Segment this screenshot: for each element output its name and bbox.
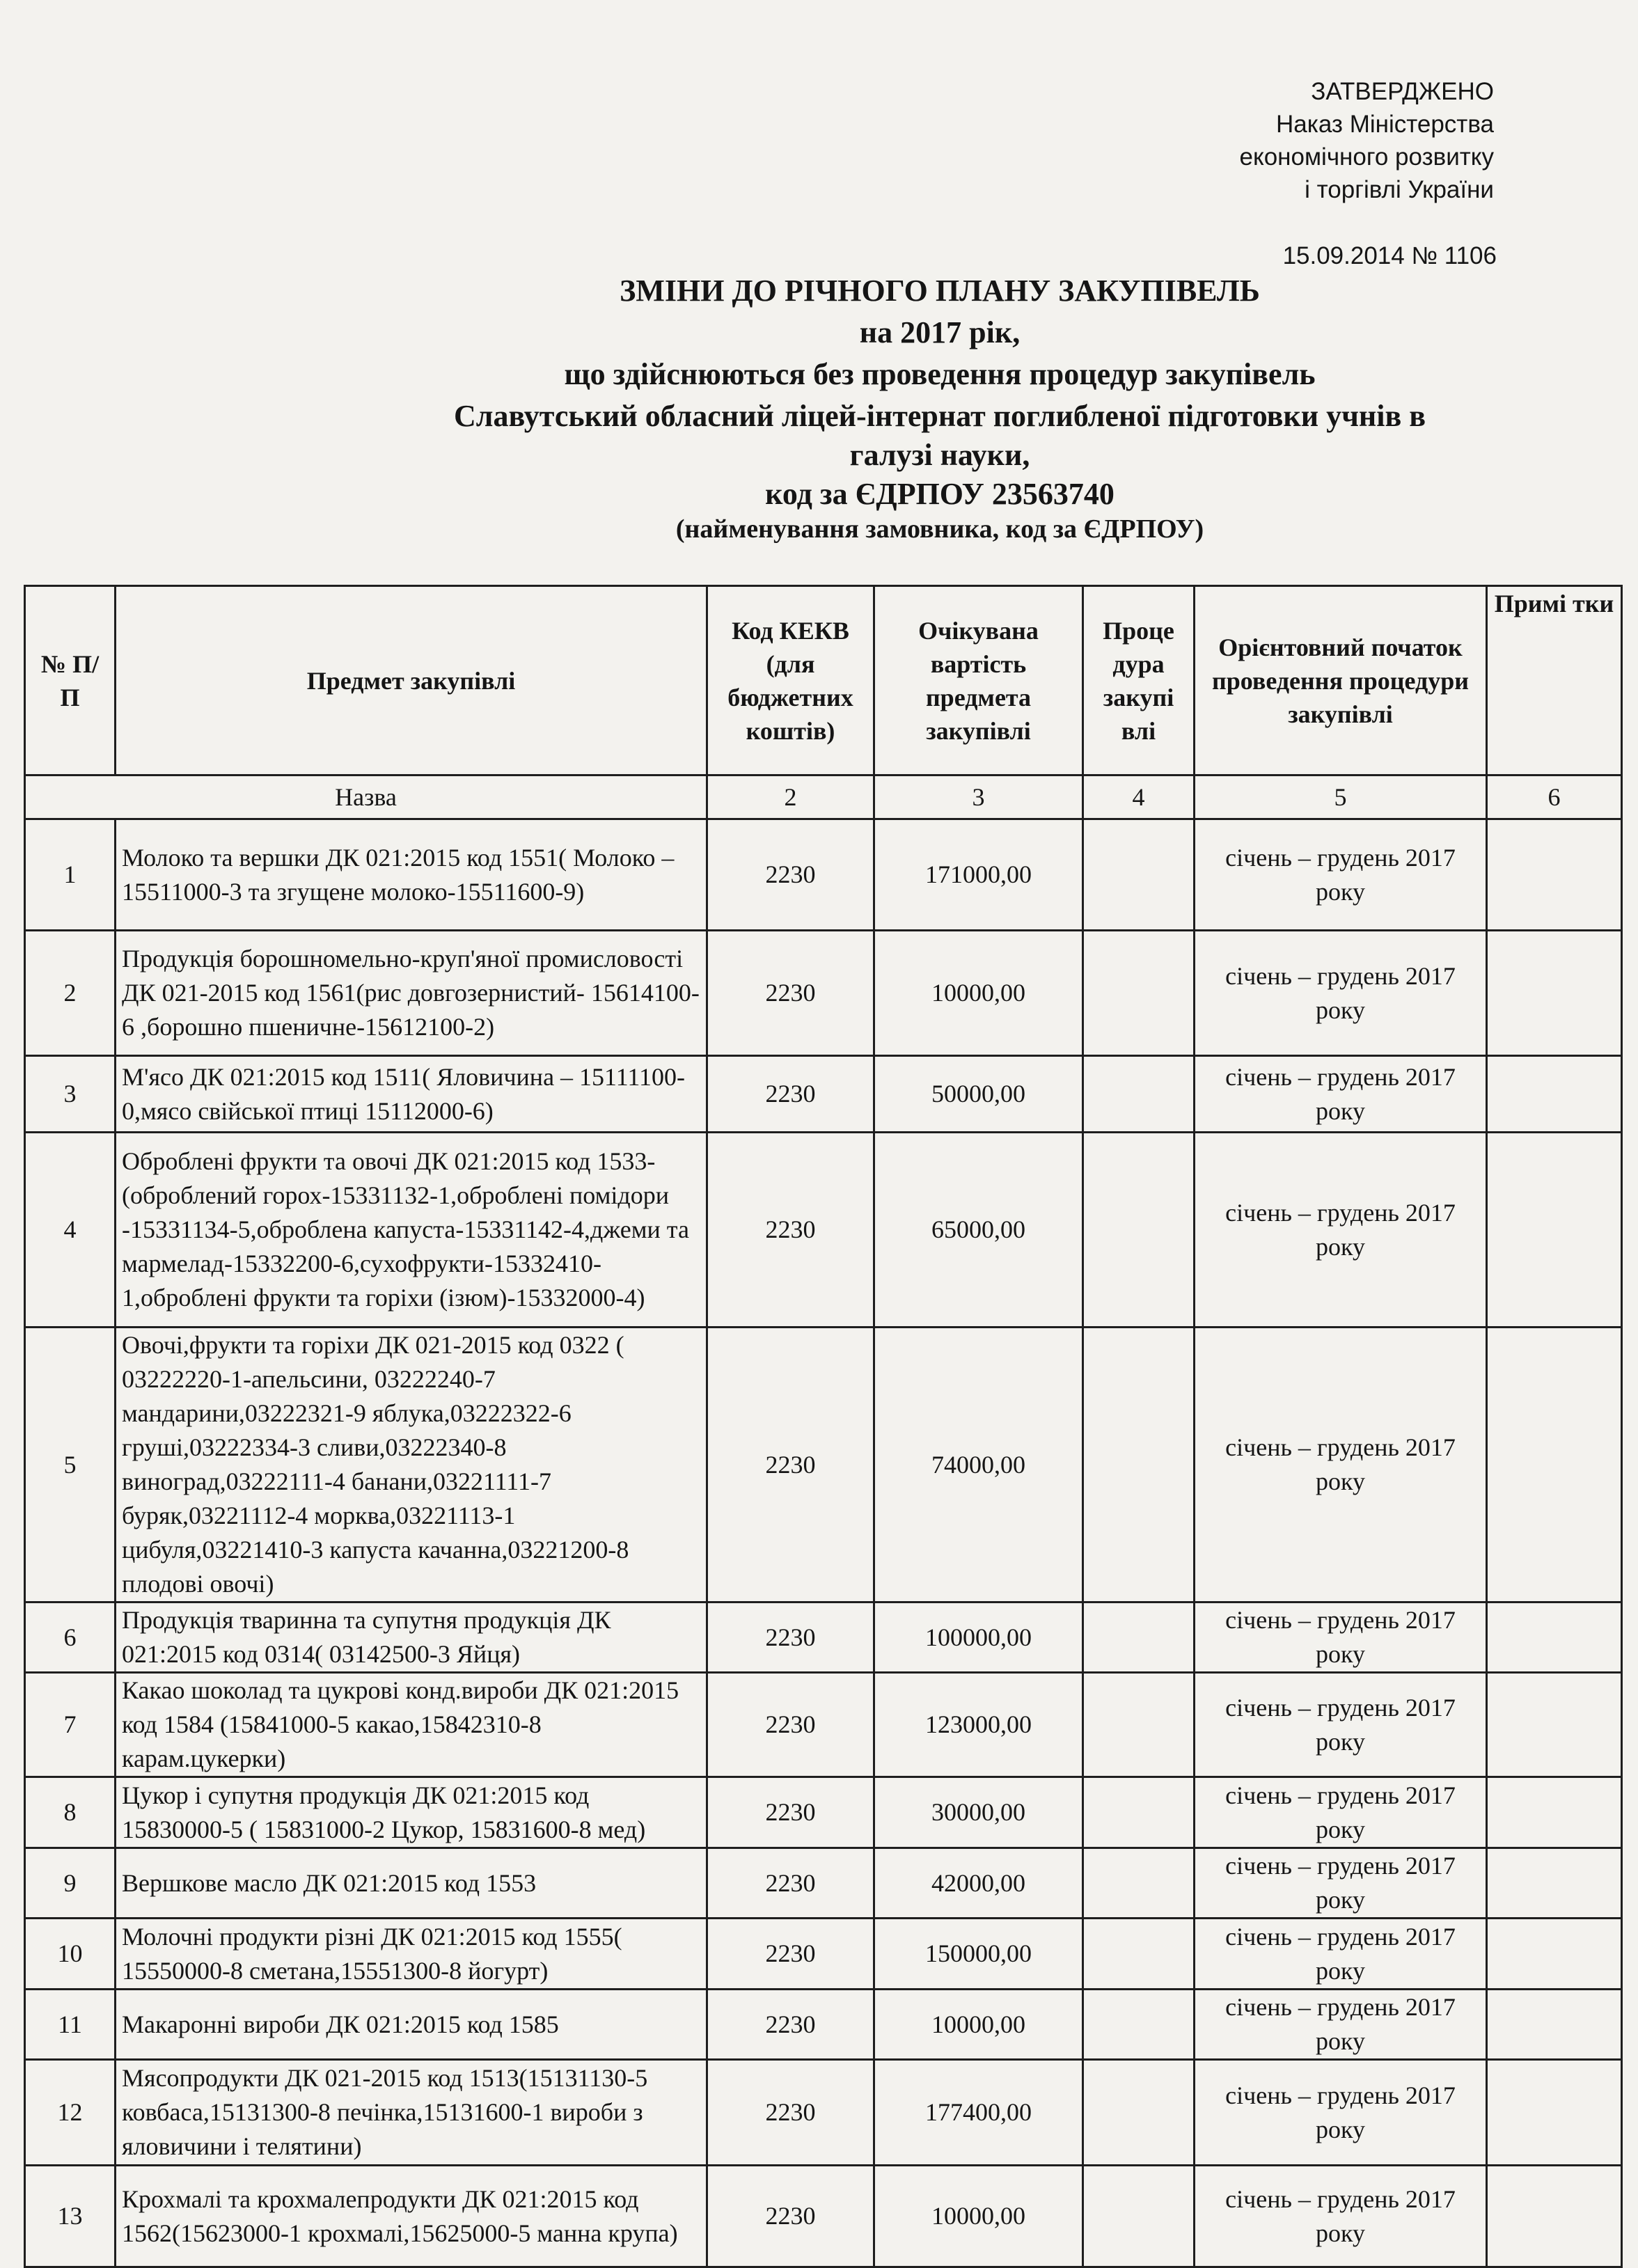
plan-year: на 2017 рік, (859, 315, 1021, 349)
row-notes (1487, 2166, 1622, 2267)
row-kekv: 2230 (707, 819, 874, 931)
row-subject: Молочні продукти різні ДК 021:2015 код 1555( 15550000-8 сметана,15551300-8 йогурт) (116, 1919, 707, 1990)
row-subject: Крохмалі та крохмалепродукти ДК 021:2015 код 1562(15623000-1 крохмалі,15625000-5 манна крупа) (116, 2166, 707, 2267)
row-start: січень – грудень 2017 року (1195, 1133, 1487, 1328)
row-kekv: 2230 (707, 1919, 874, 1990)
row-number: 13 (25, 2166, 116, 2267)
column-number: 2 (707, 775, 874, 819)
row-number: 7 (25, 1673, 116, 1777)
row-start: січень – грудень 2017 року (1195, 1328, 1487, 1602)
row-notes (1487, 819, 1622, 931)
row-subject: Продукція борошномельно-круп'яної промисловості ДК 021-2015 код 1561(рис довгозернистий- 15614100-6 ,борошно пшеничне-15612100-2) (116, 931, 707, 1056)
table-row (25, 1919, 1622, 1990)
row-procedure (1083, 1328, 1195, 1602)
approval-line: і торгівлі України (1305, 176, 1494, 203)
row-notes (1487, 2060, 1622, 2166)
row-subject: Макаронні вироби ДК 021:2015 код 1585 (116, 1990, 707, 2060)
row-number: 6 (25, 1602, 116, 1673)
row-kekv: 2230 (707, 1848, 874, 1919)
row-start: січень – грудень 2017 року (1195, 2060, 1487, 2166)
header-kekv: Код КЕКВ (для бюджетних коштів) (707, 586, 874, 775)
row-start: січень – грудень 2017 року (1195, 1673, 1487, 1777)
row-notes (1487, 1919, 1622, 1990)
header-num: № П/П (25, 586, 116, 775)
row-cost: 10000,00 (874, 2166, 1083, 2267)
row-subject: Молоко та вершки ДК 021:2015 код 1551( Молоко – 15511000-3 та згущене молоко-15511600-9) (116, 819, 707, 931)
column-number-name: Назва (25, 775, 707, 819)
row-subject: Вершкове масло ДК 021:2015 код 1553 (116, 1848, 707, 1919)
header-start: Орієнтовний початок проведення процедури закупівлі (1195, 586, 1487, 775)
row-kekv: 2230 (707, 1056, 874, 1133)
row-subject: Овочі,фрукти та горіхи ДК 021-2015 код 0322 ( 03222220-1-апельсини, 03222240-7 мандарини,03222321-9 яблука,03222322-6 груші,03222334-3 сливи,03222340-8 виноград,03222111-4 банани,03221111-7 буряк,03221112-4 морква,03221113-1 цибуля,03221410-3 капуста качанна,03221200-8 плодові овочі) (116, 1328, 707, 1602)
row-subject: Продукція тваринна та супутня продукція ДК 021:2015 код 0314( 03142500-3 Яйця) (116, 1602, 707, 1673)
row-procedure (1083, 1056, 1195, 1133)
row-kekv: 2230 (707, 2060, 874, 2166)
row-procedure (1083, 1990, 1195, 2060)
table-row (25, 1602, 1622, 1673)
row-number: 10 (25, 1919, 116, 1990)
row-number: 4 (25, 1133, 116, 1328)
row-cost: 10000,00 (874, 1990, 1083, 2060)
row-number: 5 (25, 1328, 116, 1602)
table-row (25, 2060, 1622, 2166)
row-start: січень – грудень 2017 року (1195, 1919, 1487, 1990)
row-start: січень – грудень 2017 року (1195, 1990, 1487, 2060)
row-subject: Мясопродукти ДК 021-2015 код 1513(15131130-5 ковбаса,15131300-8 печінка,15131600-1 вироби з яловичини і телятини) (116, 2060, 707, 2166)
row-procedure (1083, 819, 1195, 931)
row-cost: 30000,00 (874, 1777, 1083, 1848)
row-cost: 150000,00 (874, 1919, 1083, 1990)
table-header-row (25, 586, 1622, 775)
row-procedure (1083, 931, 1195, 1056)
row-cost: 123000,00 (874, 1673, 1083, 1777)
customer-name-line1: Славутський обласний ліцей-інтернат поглибленої підготовки учнів в (454, 399, 1426, 433)
table-row (25, 1328, 1622, 1602)
row-kekv: 2230 (707, 1777, 874, 1848)
row-notes (1487, 1602, 1622, 1673)
row-number: 8 (25, 1777, 116, 1848)
table-row (25, 1777, 1622, 1848)
row-subject: Какао шоколад та цукрові конд.вироби ДК 021:2015 код 1584 (15841000-5 какао,15842310-8 карам.цукерки) (116, 1673, 707, 1777)
row-procedure (1083, 1777, 1195, 1848)
row-cost: 10000,00 (874, 931, 1083, 1056)
row-cost: 42000,00 (874, 1848, 1083, 1919)
table-row (25, 1990, 1622, 2060)
row-number: 2 (25, 931, 116, 1056)
column-number: 3 (874, 775, 1083, 819)
row-start: січень – грудень 2017 року (1195, 931, 1487, 1056)
row-notes (1487, 1848, 1622, 1919)
header-procedure: Проце дура закупі влі (1083, 586, 1195, 775)
approval-stamp (1149, 75, 1494, 206)
column-number: 5 (1195, 775, 1487, 819)
row-notes (1487, 1673, 1622, 1777)
row-kekv: 2230 (707, 1133, 874, 1328)
row-notes (1487, 1777, 1622, 1848)
order-date: 15.09.2014 № 1106 (1282, 242, 1497, 269)
row-notes (1487, 1133, 1622, 1328)
row-number: 1 (25, 819, 116, 931)
row-kekv: 2230 (707, 1328, 874, 1602)
row-cost: 171000,00 (874, 819, 1083, 931)
column-number: 6 (1487, 775, 1622, 819)
row-number: 12 (25, 2060, 116, 2166)
row-start: січень – грудень 2017 року (1195, 1848, 1487, 1919)
row-procedure (1083, 2166, 1195, 2267)
row-start: січень – грудень 2017 року (1195, 2166, 1487, 2267)
row-cost: 65000,00 (874, 1133, 1083, 1328)
document-title: ЗМІНИ ДО РІЧНОГО ПЛАНУ ЗАКУПІВЕЛЬ (620, 274, 1260, 308)
column-number: 4 (1083, 775, 1195, 819)
row-cost: 100000,00 (874, 1602, 1083, 1673)
row-start: січень – грудень 2017 року (1195, 1056, 1487, 1133)
row-start: січень – грудень 2017 року (1195, 819, 1487, 931)
row-notes (1487, 1056, 1622, 1133)
row-cost: 177400,00 (874, 2060, 1083, 2166)
row-procedure (1083, 1133, 1195, 1328)
table-row (25, 1133, 1622, 1328)
plan-scope: що здійснюються без проведення процедур закупівель (564, 357, 1316, 391)
row-procedure (1083, 1919, 1195, 1990)
approval-line: Наказ Міністерства (1276, 111, 1494, 138)
row-procedure (1083, 1848, 1195, 1919)
row-number: 11 (25, 1990, 116, 2060)
customer-name-line2: галузі науки, (849, 438, 1030, 472)
row-kekv: 2230 (707, 1673, 874, 1777)
row-procedure (1083, 2060, 1195, 2166)
row-procedure (1083, 1602, 1195, 1673)
customer-code: код за ЄДРПОУ 23563740 (765, 477, 1115, 511)
row-notes (1487, 931, 1622, 1056)
row-subject: М'ясо ДК 021:2015 код 1511( Яловичина – 15111100-0,мясо свійської птиці 15112000-6) (116, 1056, 707, 1133)
table-row (25, 1848, 1622, 1919)
row-number: 9 (25, 1848, 116, 1919)
row-kekv: 2230 (707, 2166, 874, 2267)
row-number: 3 (25, 1056, 116, 1133)
approval-line: економічного розвитку (1239, 143, 1494, 171)
row-notes (1487, 1328, 1622, 1602)
header-notes: Примі тки (1487, 586, 1622, 775)
table-row (25, 1056, 1622, 1133)
row-kekv: 2230 (707, 1990, 874, 2060)
row-kekv: 2230 (707, 931, 874, 1056)
header-cost: Очікувана вартість предмета закупівлі (874, 586, 1083, 775)
row-procedure (1083, 1673, 1195, 1777)
approval-line: ЗАТВЕРДЖЕНО (1311, 78, 1494, 105)
row-kekv: 2230 (707, 1602, 874, 1673)
customer-caption: (найменування замовника, код за ЄДРПОУ) (675, 514, 1204, 544)
row-start: січень – грудень 2017 року (1195, 1777, 1487, 1848)
table-row (25, 2166, 1622, 2267)
table-row (25, 931, 1622, 1056)
row-subject: Оброблені фрукти та овочі ДК 021:2015 код 1533-(оброблений горох-15331132-1,оброблені помідори -15331134-5,оброблена капуста-15331142-4,джеми та мармелад-15332200-6,сухофрукти-15332410-1,оброблені фрукти та горіхи (ізюм)-15332000-4) (116, 1133, 707, 1328)
column-number-row (25, 775, 1622, 819)
header-subject: Предмет закупівлі (116, 586, 707, 775)
row-cost: 50000,00 (874, 1056, 1083, 1133)
row-cost: 74000,00 (874, 1328, 1083, 1602)
row-start: січень – грудень 2017 року (1195, 1602, 1487, 1673)
row-subject: Цукор і супутня продукція ДК 021:2015 код 15830000-5 ( 15831000-2 Цукор, 15831600-8 мед) (116, 1777, 707, 1848)
table-row (25, 1673, 1622, 1777)
table-row (25, 819, 1622, 931)
row-notes (1487, 1990, 1622, 2060)
procurement-table (24, 585, 1623, 2268)
